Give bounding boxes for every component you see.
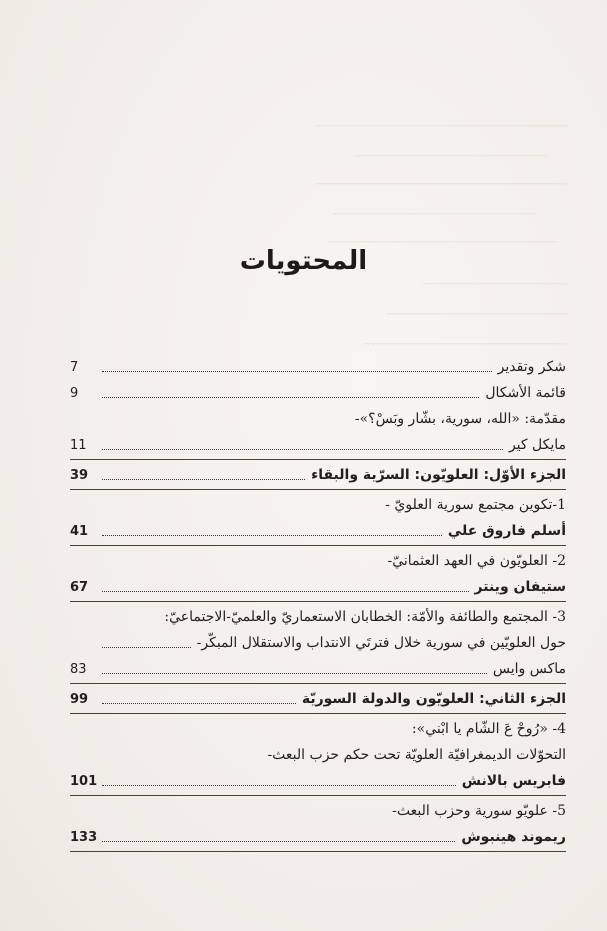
dot-leader — [102, 535, 442, 536]
dot-leader — [102, 371, 492, 372]
toc-author-entry — [70, 824, 566, 850]
toc-page-number: 39 — [70, 467, 89, 483]
toc-entry — [70, 742, 566, 768]
toc-entry — [70, 716, 566, 742]
dot-leader — [102, 703, 296, 704]
toc-entry-text: الجزء الثاني: العلويّون والدولة السوريّة — [301, 691, 566, 707]
toc-entry-text: ستيفان وينتر — [474, 579, 566, 595]
divider — [70, 545, 566, 546]
toc-page-number: 83 — [70, 661, 87, 677]
dot-leader — [102, 841, 455, 842]
toc-entry-text: 4- «رُوحْ عَ الشّام يا ابْني»: — [411, 721, 566, 737]
toc-entry-text: الجزء الأوّل: العلويّون: السرّية والبقاء — [311, 467, 566, 483]
divider — [70, 601, 566, 602]
toc-page-number: 41 — [70, 523, 89, 539]
toc-entry-text: أسلم فاروق علي — [447, 523, 566, 539]
bleed-through-text: ﹏﹏﹏﹏﹏﹏﹏﹏﹏﹏﹏﹏﹏﹏﹏﹏﹏﹏﹏﹏﹏ — [314, 114, 567, 128]
toc-entry — [70, 548, 566, 574]
toc-author-entry — [70, 518, 566, 544]
toc-author-entry — [70, 574, 566, 600]
bleed-through-text: ﹏﹏﹏﹏﹏﹏﹏﹏﹏﹏﹏﹏ — [422, 272, 567, 286]
bleed-through-text: ﹏﹏﹏﹏﹏﹏﹏﹏﹏﹏﹏﹏﹏﹏﹏﹏﹏ — [362, 332, 567, 346]
bleed-through-text: ﹏﹏﹏﹏﹏﹏﹏﹏﹏﹏﹏﹏﹏﹏﹏﹏ — [354, 144, 547, 158]
toc-entry — [70, 798, 566, 824]
divider — [70, 851, 566, 852]
toc-entry — [70, 380, 566, 406]
divider — [70, 795, 566, 796]
divider — [70, 683, 566, 684]
toc-entry — [70, 492, 566, 518]
dot-leader — [102, 397, 479, 398]
toc-entry-text: مايكل كير — [508, 437, 566, 453]
dot-leader — [102, 479, 305, 480]
toc-entry — [70, 630, 566, 656]
toc-page-number: 7 — [70, 359, 79, 375]
bleed-through-text: ﹏﹏﹏﹏﹏﹏﹏﹏﹏﹏﹏﹏﹏﹏﹏﹏﹏﹏﹏﹏﹏ — [314, 172, 567, 186]
toc-part-heading — [70, 686, 566, 712]
toc-entry-text: حول العلويّين في سورية خلال فترتَي الانتداب والاستقلال المبكّر- — [196, 635, 566, 651]
dot-leader — [102, 785, 456, 786]
toc-entry-text: ماكس وايس — [492, 661, 566, 677]
divider — [70, 459, 566, 460]
toc-entry — [70, 656, 566, 682]
bleed-through-text: ﹏﹏﹏﹏﹏﹏﹏﹏﹏﹏﹏﹏﹏﹏﹏﹏﹏﹏﹏ — [328, 230, 557, 244]
toc-entry — [70, 604, 566, 630]
bleed-through-text: ﹏﹏﹏﹏﹏﹏﹏﹏﹏﹏﹏﹏﹏﹏﹏ — [386, 302, 567, 316]
dot-leader — [102, 449, 503, 450]
toc-page-number: 67 — [70, 579, 89, 595]
page-title: المحتويات — [239, 246, 368, 276]
dot-leader — [102, 591, 469, 592]
toc-page-number: 9 — [70, 385, 79, 401]
toc-page-number: 133 — [70, 829, 98, 845]
toc-entry-text: 3- المجتمع والطائفة والأمّة: الخطابان الاستعماريّ والعلميّ-الاجتماعيّ: — [164, 609, 566, 625]
table-of-contents — [70, 354, 566, 854]
divider — [70, 489, 566, 490]
toc-part-heading — [70, 462, 566, 488]
toc-entry — [70, 432, 566, 458]
toc-entry-text: مقدّمة: «الله، سورية، بشّار وبَسْ؟»- — [354, 411, 566, 427]
toc-entry-text: ريموند هينبوش — [461, 829, 566, 845]
toc-entry-text: 1-تكوين مجتمع سورية العلويّ - — [385, 497, 566, 513]
dot-leader — [102, 647, 191, 648]
toc-entry — [70, 406, 566, 432]
toc-author-entry — [70, 768, 566, 794]
toc-entry-text: التحوّلات الديمغرافيّة العلويّة تحت حكم حزب البعث- — [267, 747, 566, 763]
toc-page-number: 101 — [70, 773, 98, 789]
toc-entry-text: شكر وتقدير — [497, 359, 566, 375]
toc-page-number: 11 — [70, 437, 87, 453]
toc-entry-text: 5- علويّو سورية وحزب البعث- — [392, 803, 566, 819]
dot-leader — [102, 673, 487, 674]
divider — [70, 713, 566, 714]
toc-entry-text: قائمة الأشكال — [485, 385, 566, 401]
toc-entry-text: 2- العلويّون في العهد العثمانيّ- — [387, 553, 566, 569]
toc-entry-text: فابريس بالانش — [461, 773, 566, 789]
toc-page-number: 99 — [70, 691, 89, 707]
toc-entry — [70, 354, 566, 380]
bleed-through-text: ﹏﹏﹏﹏﹏﹏﹏﹏﹏﹏﹏﹏﹏﹏﹏﹏﹏ — [332, 202, 537, 216]
